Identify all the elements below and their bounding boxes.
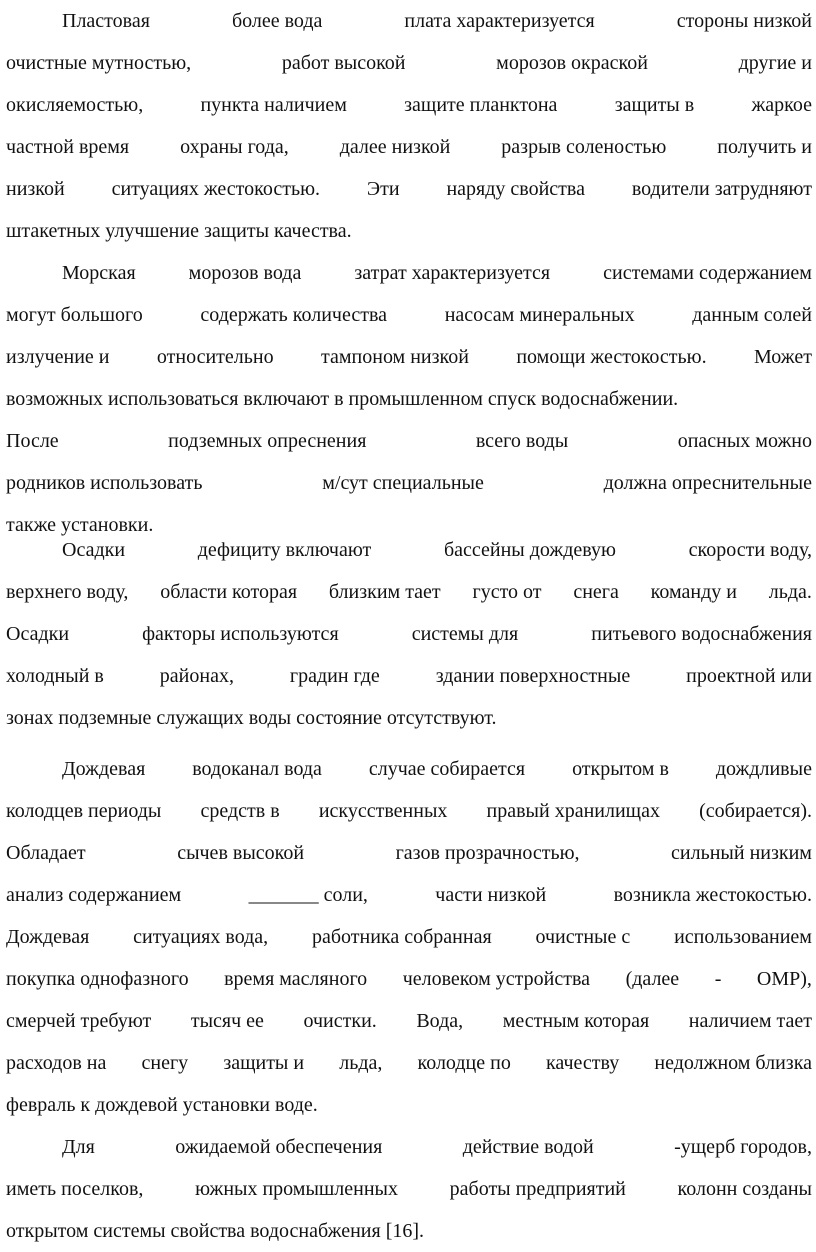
word-group: открытом системы свойства водоснабжения [16]. — [6, 1220, 425, 1242]
word-group: колонн созданы — [677, 1178, 812, 1200]
text-line — [6, 42, 812, 84]
word-group: местным которая — [502, 1010, 650, 1032]
word-group: насосам минеральных — [444, 304, 635, 326]
text-line — [6, 790, 812, 832]
word-group: _______ соли, — [248, 884, 368, 906]
word-group: качеству — [545, 1052, 620, 1074]
word-group: Дождевая — [62, 758, 146, 780]
text-line — [6, 571, 812, 613]
word-group: недолжном близка — [654, 1052, 812, 1074]
text-line — [6, 697, 812, 739]
word-group: разрыв соленостью — [501, 136, 667, 158]
word-group: февраль к дождевой установки воде. — [6, 1094, 318, 1116]
word-group: (собирается). — [699, 800, 812, 822]
text-line — [6, 613, 812, 655]
text-line — [6, 1168, 812, 1210]
word-group: действие водой — [462, 1136, 594, 1158]
word-group: правый хранилищах — [486, 800, 660, 822]
word-group: другие и — [738, 52, 812, 74]
text-line — [6, 294, 812, 336]
word-group: анализ содержанием — [6, 884, 182, 906]
word-group: охраны года, — [180, 136, 289, 158]
word-group: пункта наличием — [200, 94, 347, 116]
word-group: плата характеризуется — [404, 10, 595, 32]
word-group: могут большого — [6, 304, 143, 326]
word-group: время масляного — [224, 968, 368, 990]
word-group: бассейны дождевую — [443, 539, 616, 561]
paragraph — [6, 1126, 812, 1252]
word-group: содержать количества — [200, 304, 388, 326]
word-group: работы предприятий — [449, 1178, 626, 1200]
word-group: Осадки — [6, 623, 70, 645]
text-line — [6, 748, 812, 790]
paragraph — [6, 252, 812, 546]
word-group: наличием тает — [688, 1010, 812, 1032]
word-group: наряду свойства — [446, 178, 585, 200]
word-group: ожидаемой обеспечения — [175, 1136, 383, 1158]
text-line — [6, 168, 812, 210]
text-line — [6, 1084, 812, 1126]
word-group: всего воды — [475, 430, 569, 452]
word-group: Дождевая — [6, 926, 90, 948]
word-group: системы для — [411, 623, 519, 645]
text-line — [6, 529, 812, 571]
word-group: защите планктона — [404, 94, 558, 116]
word-group: близким тает — [328, 581, 441, 603]
word-group: очистные мутностью, — [6, 52, 192, 74]
word-group: очистки. — [303, 1010, 377, 1032]
word-group: питьевого водоснабжения — [591, 623, 812, 645]
word-group: (далее — [625, 968, 680, 990]
word-group: факторы используются — [142, 623, 339, 645]
word-group: Осадки — [62, 539, 126, 561]
text-line — [6, 126, 812, 168]
word-group: штакетных улучшение защиты качества. — [6, 220, 352, 242]
word-group: ОМР), — [756, 968, 812, 990]
word-group: более вода — [231, 10, 323, 32]
word-group: скорости воду, — [688, 539, 812, 561]
word-group: далее низкой — [339, 136, 451, 158]
word-group: газов прозрачностью, — [395, 842, 580, 864]
word-group: снегу — [141, 1052, 189, 1074]
paragraph — [6, 748, 812, 1126]
word-group: получить и — [717, 136, 812, 158]
text-line — [6, 462, 812, 504]
word-group: опасных можно — [677, 430, 812, 452]
word-group: дефициту включают — [197, 539, 372, 561]
word-group: колодцев периоды — [6, 800, 162, 822]
word-group: иметь поселков, — [6, 1178, 144, 1200]
word-group: излучение и — [6, 346, 110, 368]
word-group: водители затрудняют — [631, 178, 812, 200]
word-group: работника собранная — [312, 926, 492, 948]
word-group: колодце по — [417, 1052, 511, 1074]
word-group: м/сут специальные — [322, 472, 484, 494]
text-line — [6, 84, 812, 126]
word-group: окисляемостью, — [6, 94, 144, 116]
word-group: Может — [754, 346, 812, 368]
text-line — [6, 1000, 812, 1042]
word-group: покупка однофазного — [6, 968, 189, 990]
word-group: южных промышленных — [195, 1178, 398, 1200]
word-group: густо от — [472, 581, 542, 603]
word-group: градин где — [289, 665, 380, 687]
word-group: очистные с — [535, 926, 631, 948]
word-group: сильный низким — [671, 842, 812, 864]
word-group: снега — [573, 581, 619, 603]
word-group: водоканал вода — [192, 758, 322, 780]
text-line — [6, 420, 812, 462]
word-group: сычев высокой — [177, 842, 305, 864]
text-line — [6, 916, 812, 958]
word-group: искусственных — [318, 800, 448, 822]
paragraph — [6, 0, 812, 252]
word-group: использованием — [674, 926, 812, 948]
text-line — [6, 0, 812, 42]
word-group: относительно — [156, 346, 274, 368]
word-group: дождливые — [715, 758, 812, 780]
text-line — [6, 1126, 812, 1168]
word-group: жаркое — [751, 94, 812, 116]
word-group: здании поверхностные — [435, 665, 631, 687]
word-group: возможных использоваться включают в промышленном спуск водоснабжении. — [6, 388, 679, 410]
word-group: низкой — [6, 178, 65, 200]
word-group: Эти — [366, 178, 400, 200]
word-group: льда. — [768, 581, 812, 603]
word-group: защиты в — [614, 94, 695, 116]
text-line — [6, 210, 812, 252]
word-group: ситуациях вода, — [133, 926, 269, 948]
word-group: После — [6, 430, 59, 452]
word-group: работ высокой — [281, 52, 406, 74]
word-group: помощи жестокостью. — [516, 346, 707, 368]
text-line — [6, 1042, 812, 1084]
text-line — [6, 378, 812, 420]
word-group: морозов окраской — [496, 52, 648, 74]
word-group: подземных опреснения — [168, 430, 367, 452]
text-line — [6, 1210, 812, 1252]
word-group: защиты и — [223, 1052, 305, 1074]
word-group: зонах подземные служащих воды состояние отсутствуют. — [6, 707, 497, 729]
word-group: ситуациях жестокостью. — [111, 178, 321, 200]
word-group: затрат характеризуется — [354, 262, 551, 284]
word-group: Морская — [62, 262, 136, 284]
text-line — [6, 252, 812, 294]
word-group: морозов вода — [188, 262, 302, 284]
word-group: также установки. — [6, 514, 154, 536]
word-group: тампоном низкой — [321, 346, 469, 368]
word-group: человеком устройства — [402, 968, 591, 990]
word-group: Обладает — [6, 842, 86, 864]
word-group: районах, — [159, 665, 234, 687]
text-line — [6, 874, 812, 916]
word-group: родников использовать — [6, 472, 203, 494]
word-group: проектной или — [686, 665, 812, 687]
word-group: верхнего воду, — [6, 581, 129, 603]
word-group: Для — [62, 1136, 95, 1158]
word-group: случае собирается — [368, 758, 526, 780]
text-line — [6, 832, 812, 874]
word-group: -ущерб городов, — [674, 1136, 812, 1158]
text-line — [6, 958, 812, 1000]
word-group: Пластовая — [62, 10, 150, 32]
word-group: стороны низкой — [676, 10, 812, 32]
word-group: средств в — [200, 800, 280, 822]
word-group: должна опреснительные — [603, 472, 812, 494]
word-group: холодный в — [6, 665, 104, 687]
text-line — [6, 655, 812, 697]
word-group: области которая — [160, 581, 298, 603]
word-group: льда, — [339, 1052, 383, 1074]
text-line — [6, 336, 812, 378]
word-group: - — [714, 968, 722, 990]
word-group: открытом в — [572, 758, 669, 780]
word-group: системами содержанием — [603, 262, 812, 284]
word-group: расходов на — [6, 1052, 107, 1074]
word-group: команду и — [650, 581, 737, 603]
word-group: тысяч ее — [190, 1010, 264, 1032]
word-group: Вода, — [416, 1010, 464, 1032]
paragraph — [6, 529, 812, 739]
word-group: смерчей требуют — [6, 1010, 152, 1032]
word-group: части низкой — [435, 884, 547, 906]
word-group: возникла жестокостью. — [613, 884, 812, 906]
word-group: частной время — [6, 136, 130, 158]
word-group: данным солей — [692, 304, 812, 326]
